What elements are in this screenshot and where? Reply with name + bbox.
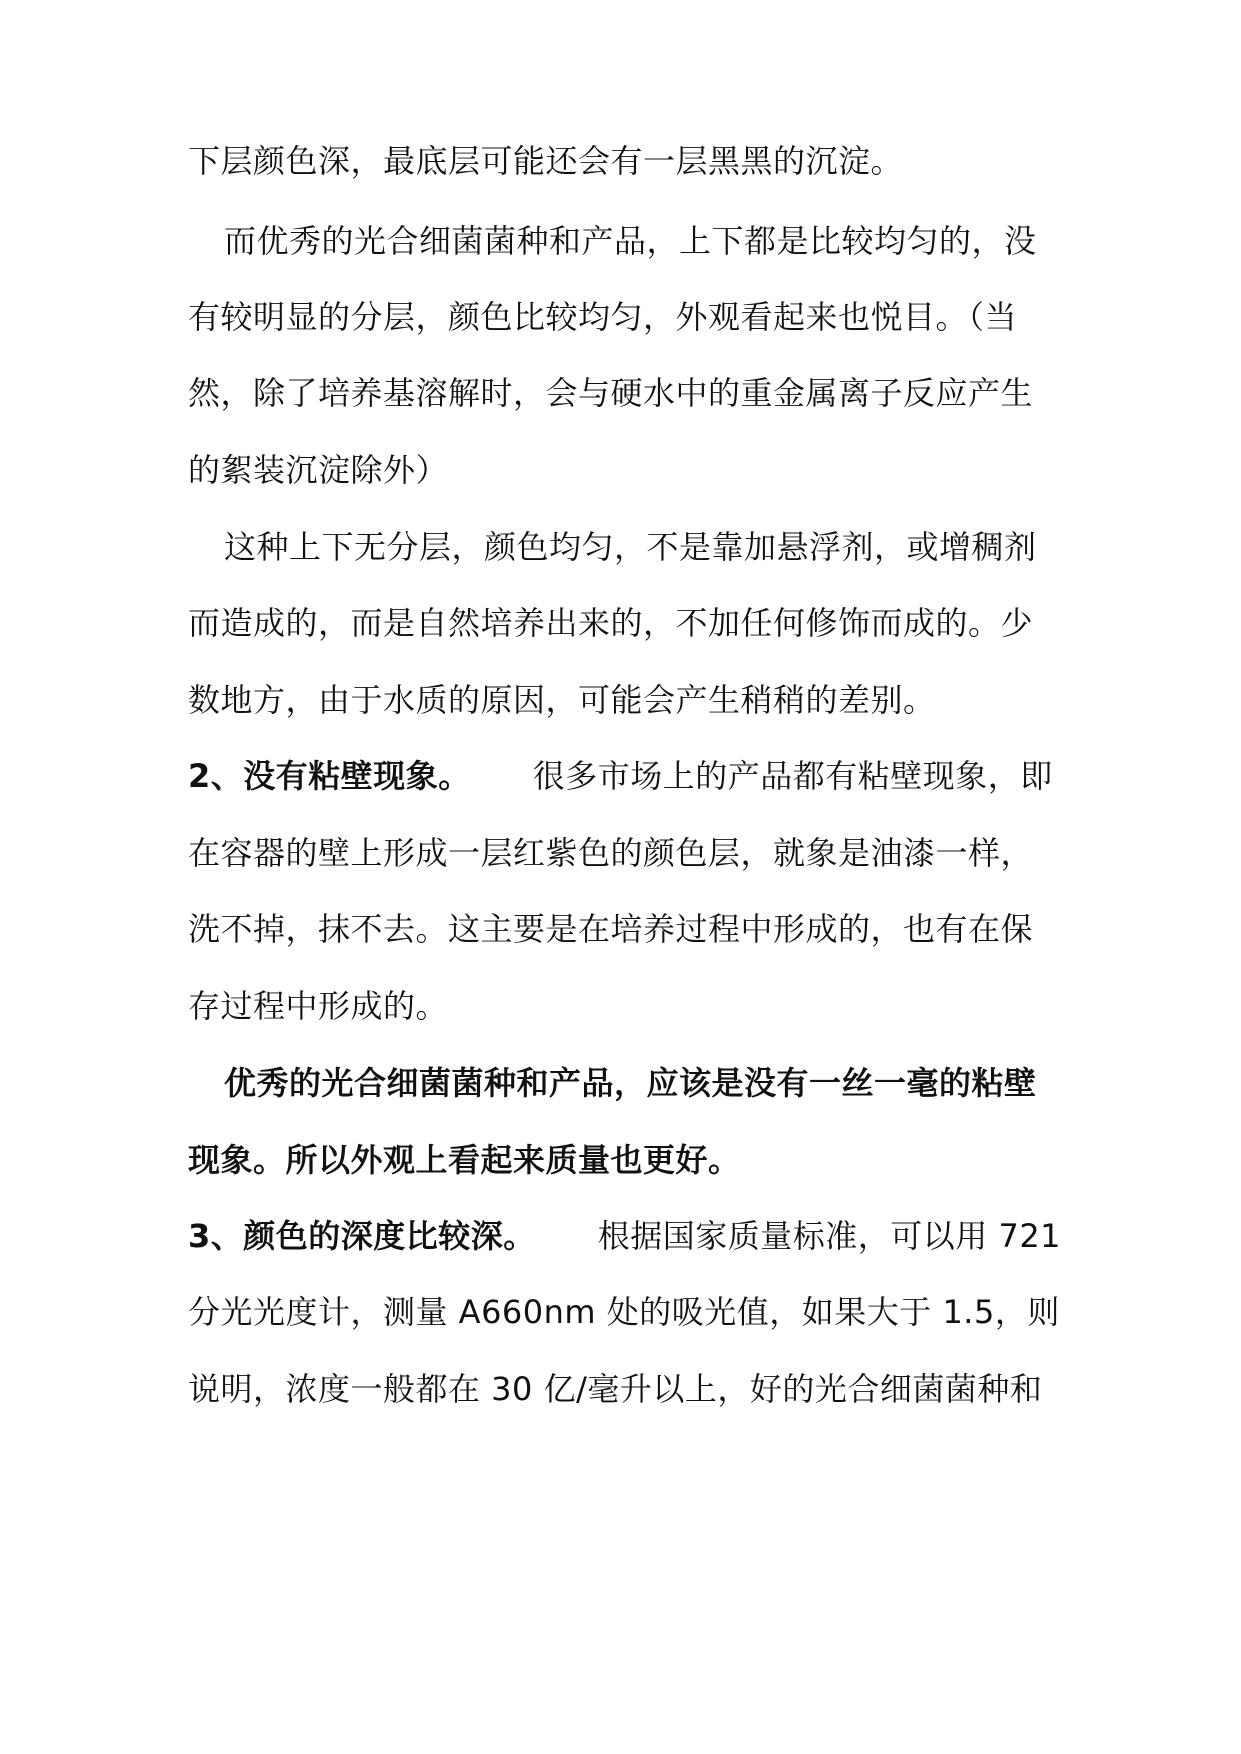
section-heading: 2、没有粘壁现象。 (188, 757, 471, 795)
text-line: 这种上下无分层，颜色均匀，不是靠加悬浮剂，或增稠剂 (224, 528, 1037, 566)
text-line: 存过程中形成的。 (188, 987, 449, 1025)
text-run: 很多市场上的产品都有粘壁现象，即 (532, 757, 1053, 795)
section-2-line (188, 756, 1068, 796)
text-line: 而优秀的光合细菌菌种和产品，上下都是比较均匀的，没 (224, 222, 1037, 260)
text-line: 数地方，由于水质的原因，可能会产生稍稍的差别。 (188, 681, 936, 719)
text-line: 说明，浓度一般都在 30 亿/毫升以上，好的光合细菌菌种和 (188, 1370, 1043, 1408)
emphasis-line: 现象。所以外观上看起来质量也更好。 (188, 1141, 741, 1179)
text-line: 有较明显的分层，颜色比较均匀，外观看起来也悦目。（当 (188, 298, 1018, 336)
text-line: 下层颜色深，最底层可能还会有一层黑黑的沉淀。 (188, 142, 904, 180)
emphasis-line: 优秀的光合细菌菌种和产品，应该是没有一丝一毫的粘壁 (224, 1064, 1037, 1102)
section-heading: 3、颜色的深度比较深。 (188, 1217, 536, 1255)
text-line: 然，除了培养基溶解时，会与硬水中的重金属离子反应产生 (188, 374, 1034, 412)
text-line: 的絮装沉淀除外） (188, 451, 449, 489)
text-line: 在容器的壁上形成一层红紫色的颜色层，就象是油漆一样， (188, 834, 1034, 872)
text-line: 分光光度计，测量 A660nm 处的吸光值，如果大于 1.5，则 (188, 1293, 1060, 1331)
text-line: 洗不掉，抹不去。这主要是在培养过程中形成的，也有在保 (188, 910, 1034, 948)
text-run: 根据国家质量标准，可以用 721 (597, 1217, 1062, 1255)
section-3-line (188, 1216, 1068, 1256)
text-line: 而造成的，而是自然培养出来的，不加任何修饰而成的。少 (188, 604, 1034, 642)
